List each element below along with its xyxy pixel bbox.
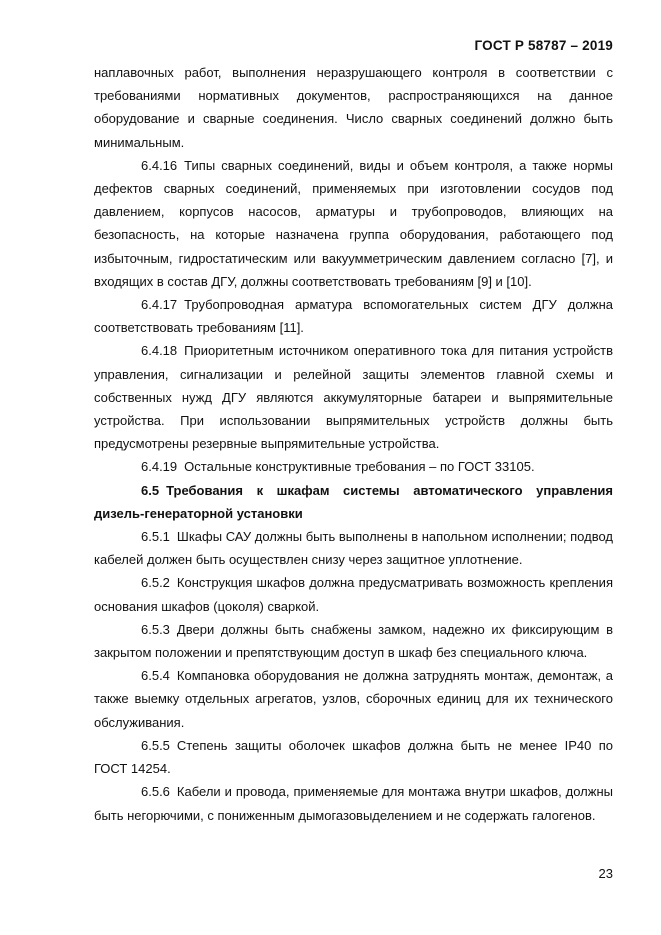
- paragraph-6-5-3: [94, 618, 613, 664]
- paragraph-text: Типы сварных соединений, виды и объем контроля, а также нормы дефектов сварных соединений, применяемых при изготовлении сосудов под давлением, корпусов насосов, арматуры и трубопроводов, влияющих на безопасность, на которые назначена группа оборудования, работающего под избыточным, гидростатическим или вакуумметрическим давлением согласно [7], и входящих в состав ДГУ, должны соответствовать требованиям [9] и [10].: [94, 157, 613, 289]
- paragraph-6-5-6: [94, 780, 613, 826]
- document-body: [94, 61, 613, 827]
- paragraph-text: Остальные конструктивные требования – по ГОСТ 33105.: [184, 459, 535, 475]
- clause-number: 6.4.16: [141, 157, 178, 173]
- paragraph-6-4-18: [94, 339, 613, 455]
- clause-number: 6.5: [141, 482, 160, 498]
- paragraph-text: Приоритетным источником оперативного тока для питания устройств управления, сигнализации и релейной защиты элементов главной схемы и собственных нужд ДГУ являются аккумуляторные батареи и выпрямительные устройства. При использовании выпрямительных устройств должны быть предусмотрены резервные выпрямительные устройства.: [94, 343, 613, 452]
- paragraph-text: наплавочных работ, выполнения неразрушающего контроля в соответствии с требованиями нормативных документов, распространяющихся на данное оборудование и сварные соединения. Число сварных соединений должно быть минимальным.: [94, 65, 613, 150]
- paragraph-6-5-1: [94, 525, 613, 571]
- clause-number: 6.5.1: [141, 529, 170, 545]
- section-heading-6-5: [94, 479, 613, 525]
- clause-number: 6.4.18: [141, 343, 178, 359]
- paragraph-6-5-4: [94, 664, 613, 734]
- clause-number: 6.5.4: [141, 668, 170, 684]
- paragraph-text: Степень защиты оболочек шкафов должна быть не менее IP40 по ГОСТ 14254.: [94, 737, 613, 777]
- heading-text: Требования к шкафам системы автоматического управления дизель-генераторной установки: [94, 482, 613, 521]
- paragraph-6-4-17: [94, 293, 613, 339]
- paragraph-6-5-2: [94, 571, 613, 617]
- clause-number: 6.5.6: [141, 784, 170, 800]
- clause-number: 6.5.5: [141, 737, 170, 753]
- paragraph-text: Трубопроводная арматура вспомогательных систем ДГУ должна соответствовать требованиям [11].: [94, 297, 613, 336]
- paragraph-continuation: [94, 61, 613, 154]
- paragraph-6-4-19: [94, 455, 613, 478]
- paragraph-text: Компановка оборудования не должна затруднять монтаж, демонтаж, а также выемку отдельных агрегатов, узлов, сборочных единиц для их технического обслуживания.: [94, 668, 613, 730]
- paragraph-6-4-16: [94, 154, 613, 293]
- paragraph-text: Конструкция шкафов должна предусматривать возможность крепления основания шкафов (цоколя) сваркой.: [94, 575, 613, 614]
- paragraph-text: Шкафы САУ должны быть выполнены в напольном исполнении; подвод кабелей должен быть осуществлен снизу через защитное уплотнение.: [94, 529, 613, 568]
- clause-number: 6.5.3: [141, 621, 170, 637]
- paragraph-text: Двери должны быть снабжены замком, надежно их фиксирующим в закрытом положении и препятствующим доступ в шкаф без специального ключа.: [94, 621, 613, 661]
- clause-number: 6.4.19: [141, 459, 178, 475]
- clause-number: 6.4.17: [141, 297, 178, 313]
- paragraph-6-5-5: [94, 734, 613, 780]
- document-code: ГОСТ Р 58787 – 2019: [474, 38, 613, 53]
- paragraph-text: Кабели и провода, применяемые для монтажа внутри шкафов, должны быть негорючими, с пониженным дымогазовыделением и не содержать галогенов.: [94, 784, 613, 823]
- clause-number: 6.5.2: [141, 575, 170, 591]
- page-number: 23: [598, 866, 613, 881]
